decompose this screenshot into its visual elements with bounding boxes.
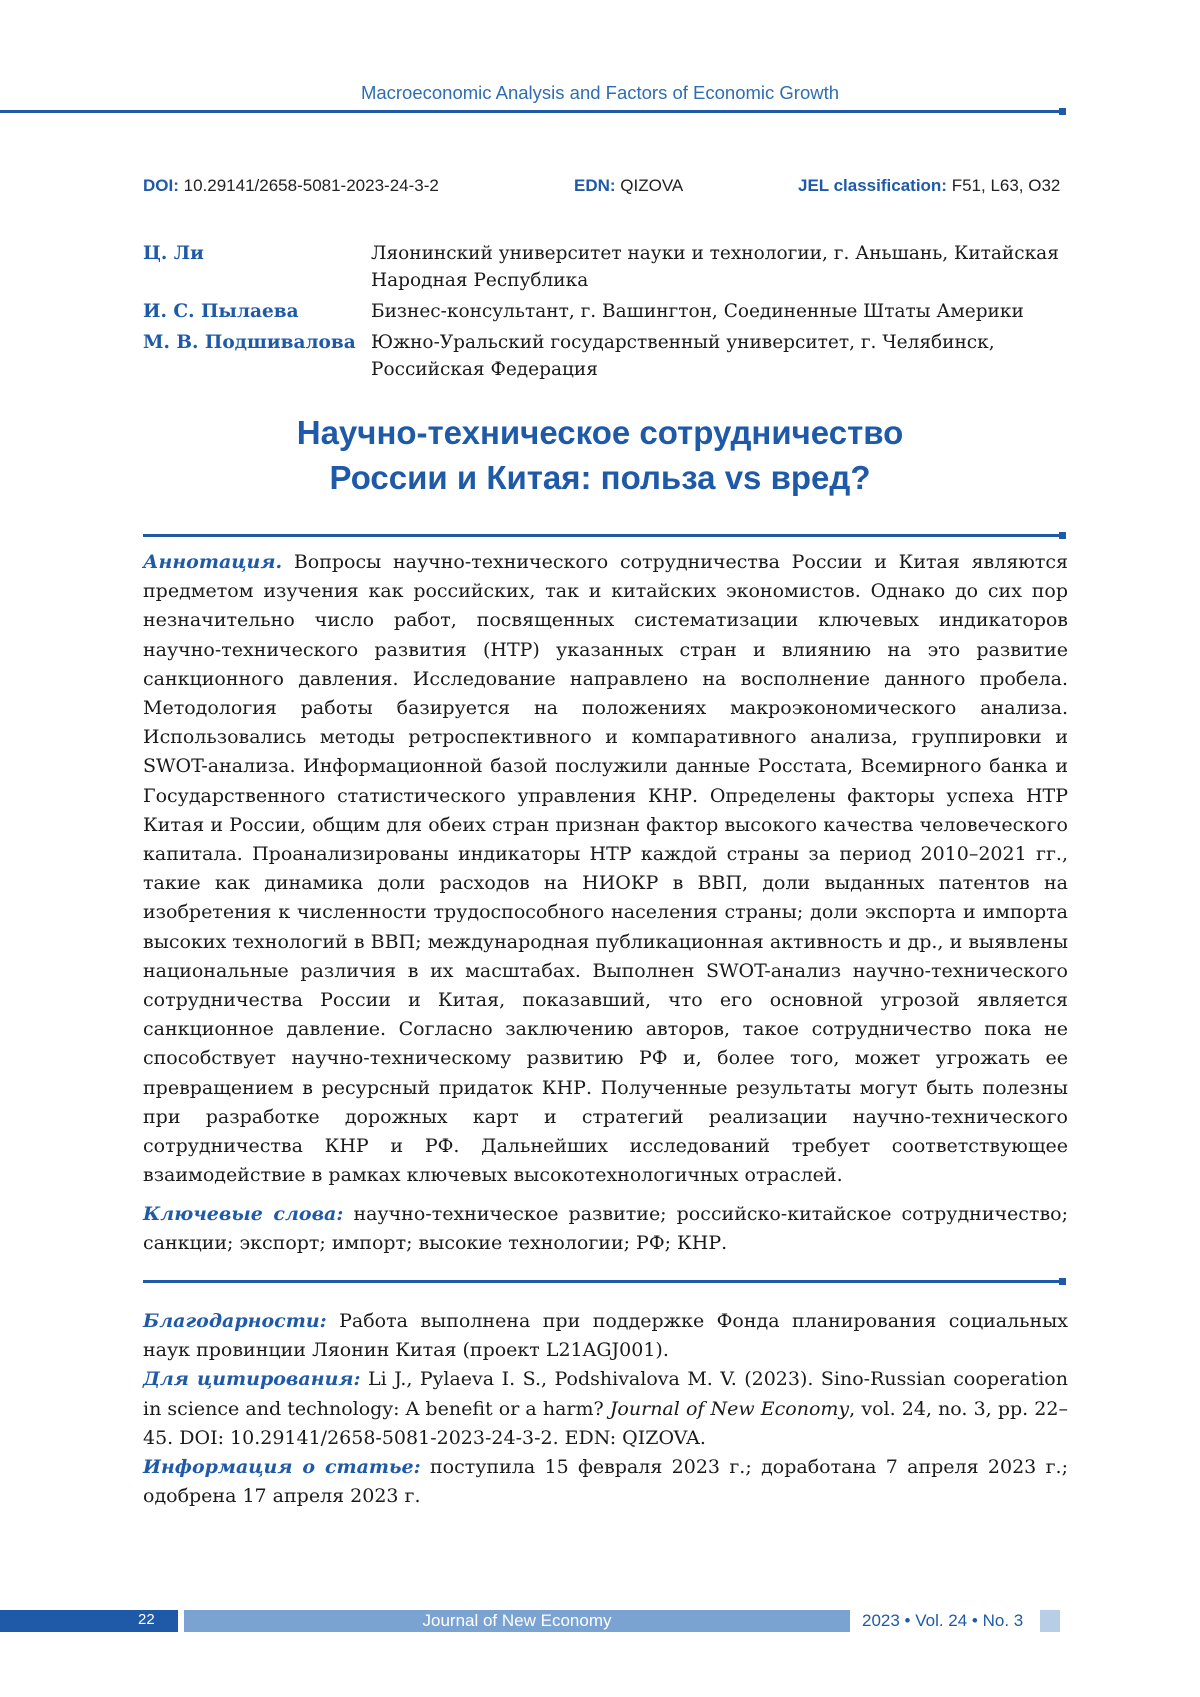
article-info-label: Информация о статье: <box>143 1456 421 1478</box>
footer-square <box>1040 1610 1060 1632</box>
doi <box>143 176 439 196</box>
running-header: Macroeconomic Analysis and Factors of Economic Growth <box>0 82 1200 104</box>
author-name: Ц. Ли <box>143 240 371 298</box>
citation-label: Для цитирования: <box>143 1368 361 1390</box>
acknowledgments <box>143 1307 1068 1365</box>
author-row <box>143 298 1063 329</box>
footer-issue: 2023 • Vol. 24 • No. 3 <box>862 1611 1023 1631</box>
citation-journal: Journal of New Economy <box>610 1398 849 1420</box>
abstract <box>143 548 1068 1190</box>
header-rule <box>0 110 1062 113</box>
footer-journal-name: Journal of New Economy <box>184 1610 850 1632</box>
edn <box>574 176 683 196</box>
author-affiliation: Южно-Уральский государственный университет, г. Челябинск, Российская Федерация <box>371 329 1063 387</box>
citation <box>143 1365 1068 1453</box>
author-row <box>143 329 1063 387</box>
page-footer <box>0 1610 1200 1632</box>
edn-value: QIZOVA <box>620 176 683 195</box>
author-row <box>143 240 1063 298</box>
acknowledgments-label: Благодарности: <box>143 1310 327 1332</box>
author-name: И. С. Пылаева <box>143 298 371 329</box>
doi-value: 10.29141/2658-5081-2023-24-3-2 <box>184 176 439 195</box>
author-affiliation: Бизнес-консультант, г. Вашингтон, Соединенные Штаты Америки <box>371 298 1063 329</box>
citation-text-end: , vol. 24, no. 3, pp. 22–45. DOI: 10.29141/2658-5081-2023-24-3-2. EDN: QIZOVA. <box>143 1398 1068 1449</box>
doi-label: DOI: <box>143 176 179 195</box>
page-number: 22 <box>138 1611 155 1628</box>
title-line-2: России и Китая: польза vs вред? <box>0 455 1200 500</box>
jel-value: F51, L63, O32 <box>952 176 1061 195</box>
jel <box>798 176 1060 196</box>
article-info-text: поступила 15 февраля 2023 г.; доработана 7 апреля 2023 г.; одобрена 17 апреля 2023 г. <box>143 1456 1068 1507</box>
acknowledgments-text: Работа выполнена при поддержке Фонда планирования социальных наук провинции Ляонин Китая (проект L21AGJ001). <box>143 1310 1068 1361</box>
author-name: М. В. Подшивалова <box>143 329 371 387</box>
article-title <box>0 410 1200 500</box>
keywords-label: Ключевые слова: <box>143 1203 343 1225</box>
title-line-1: Научно-техническое сотрудничество <box>0 410 1200 455</box>
keywords-text: научно-техническое развитие; российско-китайское сотрудничество; санкции; экспорт; импорт; высокие технологии; РФ; КНР. <box>143 1203 1068 1254</box>
article-info <box>143 1453 1068 1511</box>
jel-label: JEL classification: <box>798 176 947 195</box>
article-notes <box>143 1307 1068 1511</box>
edn-label: EDN: <box>574 176 616 195</box>
abstract-label: Аннотация. <box>143 551 282 573</box>
citation-text: Li J., Pylaeva I. S., Podshivalova M. V. (2023). Sino-Russian cooperation in science and technology: A benefit or a harm? <box>143 1368 1068 1419</box>
abstract-top-rule <box>143 534 1062 537</box>
authors-table <box>143 240 1063 387</box>
author-affiliation: Ляонинский университет науки и технологии, г. Аньшань, Китайская Народная Республика <box>371 240 1063 298</box>
abstract-text: Вопросы научно-технического сотрудничества России и Китая являются предметом изучения как российских, так и китайских экономистов. Однако до сих пор незначительно число работ, посвященных систематизации ключевых индикаторов научно-технического развития (НТР) указанных стран и влиянию на это развитие санкционного давления. Исследование направлено на восполнение данного пробела. Методология работы базируется на положениях макроэкономического анализа. Использовались методы ретроспективного и компаративного анализа, группировки и SWOT-анализа. Информационной базой послужили данные Росстата, Всемирного банка и Государственного статистического управления КНР. Определены факторы успеха НТР Китая и России, общим для обеих стран признан фактор высокого качества человеческого капитала. Проанализированы индикаторы НТР каждой страны за период 2010–2021 гг., такие как динамика доли расходов на НИОКР в ВВП, доли выданных патентов на изобретения к численности трудоспособного населения страны; доли экспорта и импорта высоких технологий в ВВП; международная публикационная активность и др., и выявлены национальные различия в их масштабах. Выполнен SWOT-анализ научно-технического сотрудничества России и Китая, показавший, что его основной угрозой является санкционное давление. Согласно заключению авторов, такое сотрудничество пока не способствует научно-техническому развитию РФ и, более того, может угрожать ее превращением в ресурсный придаток КНР. Полученные результаты могут быть полезны при разработке дорожных карт и стратегий реализации научно-технического сотрудничества КНР и РФ. Дальнейших исследований требует соответствующее взаимодействие в рамках ключевых высокотехнологичных отраслей. <box>143 551 1068 1186</box>
keywords <box>143 1200 1068 1258</box>
abstract-bottom-rule <box>143 1280 1062 1283</box>
